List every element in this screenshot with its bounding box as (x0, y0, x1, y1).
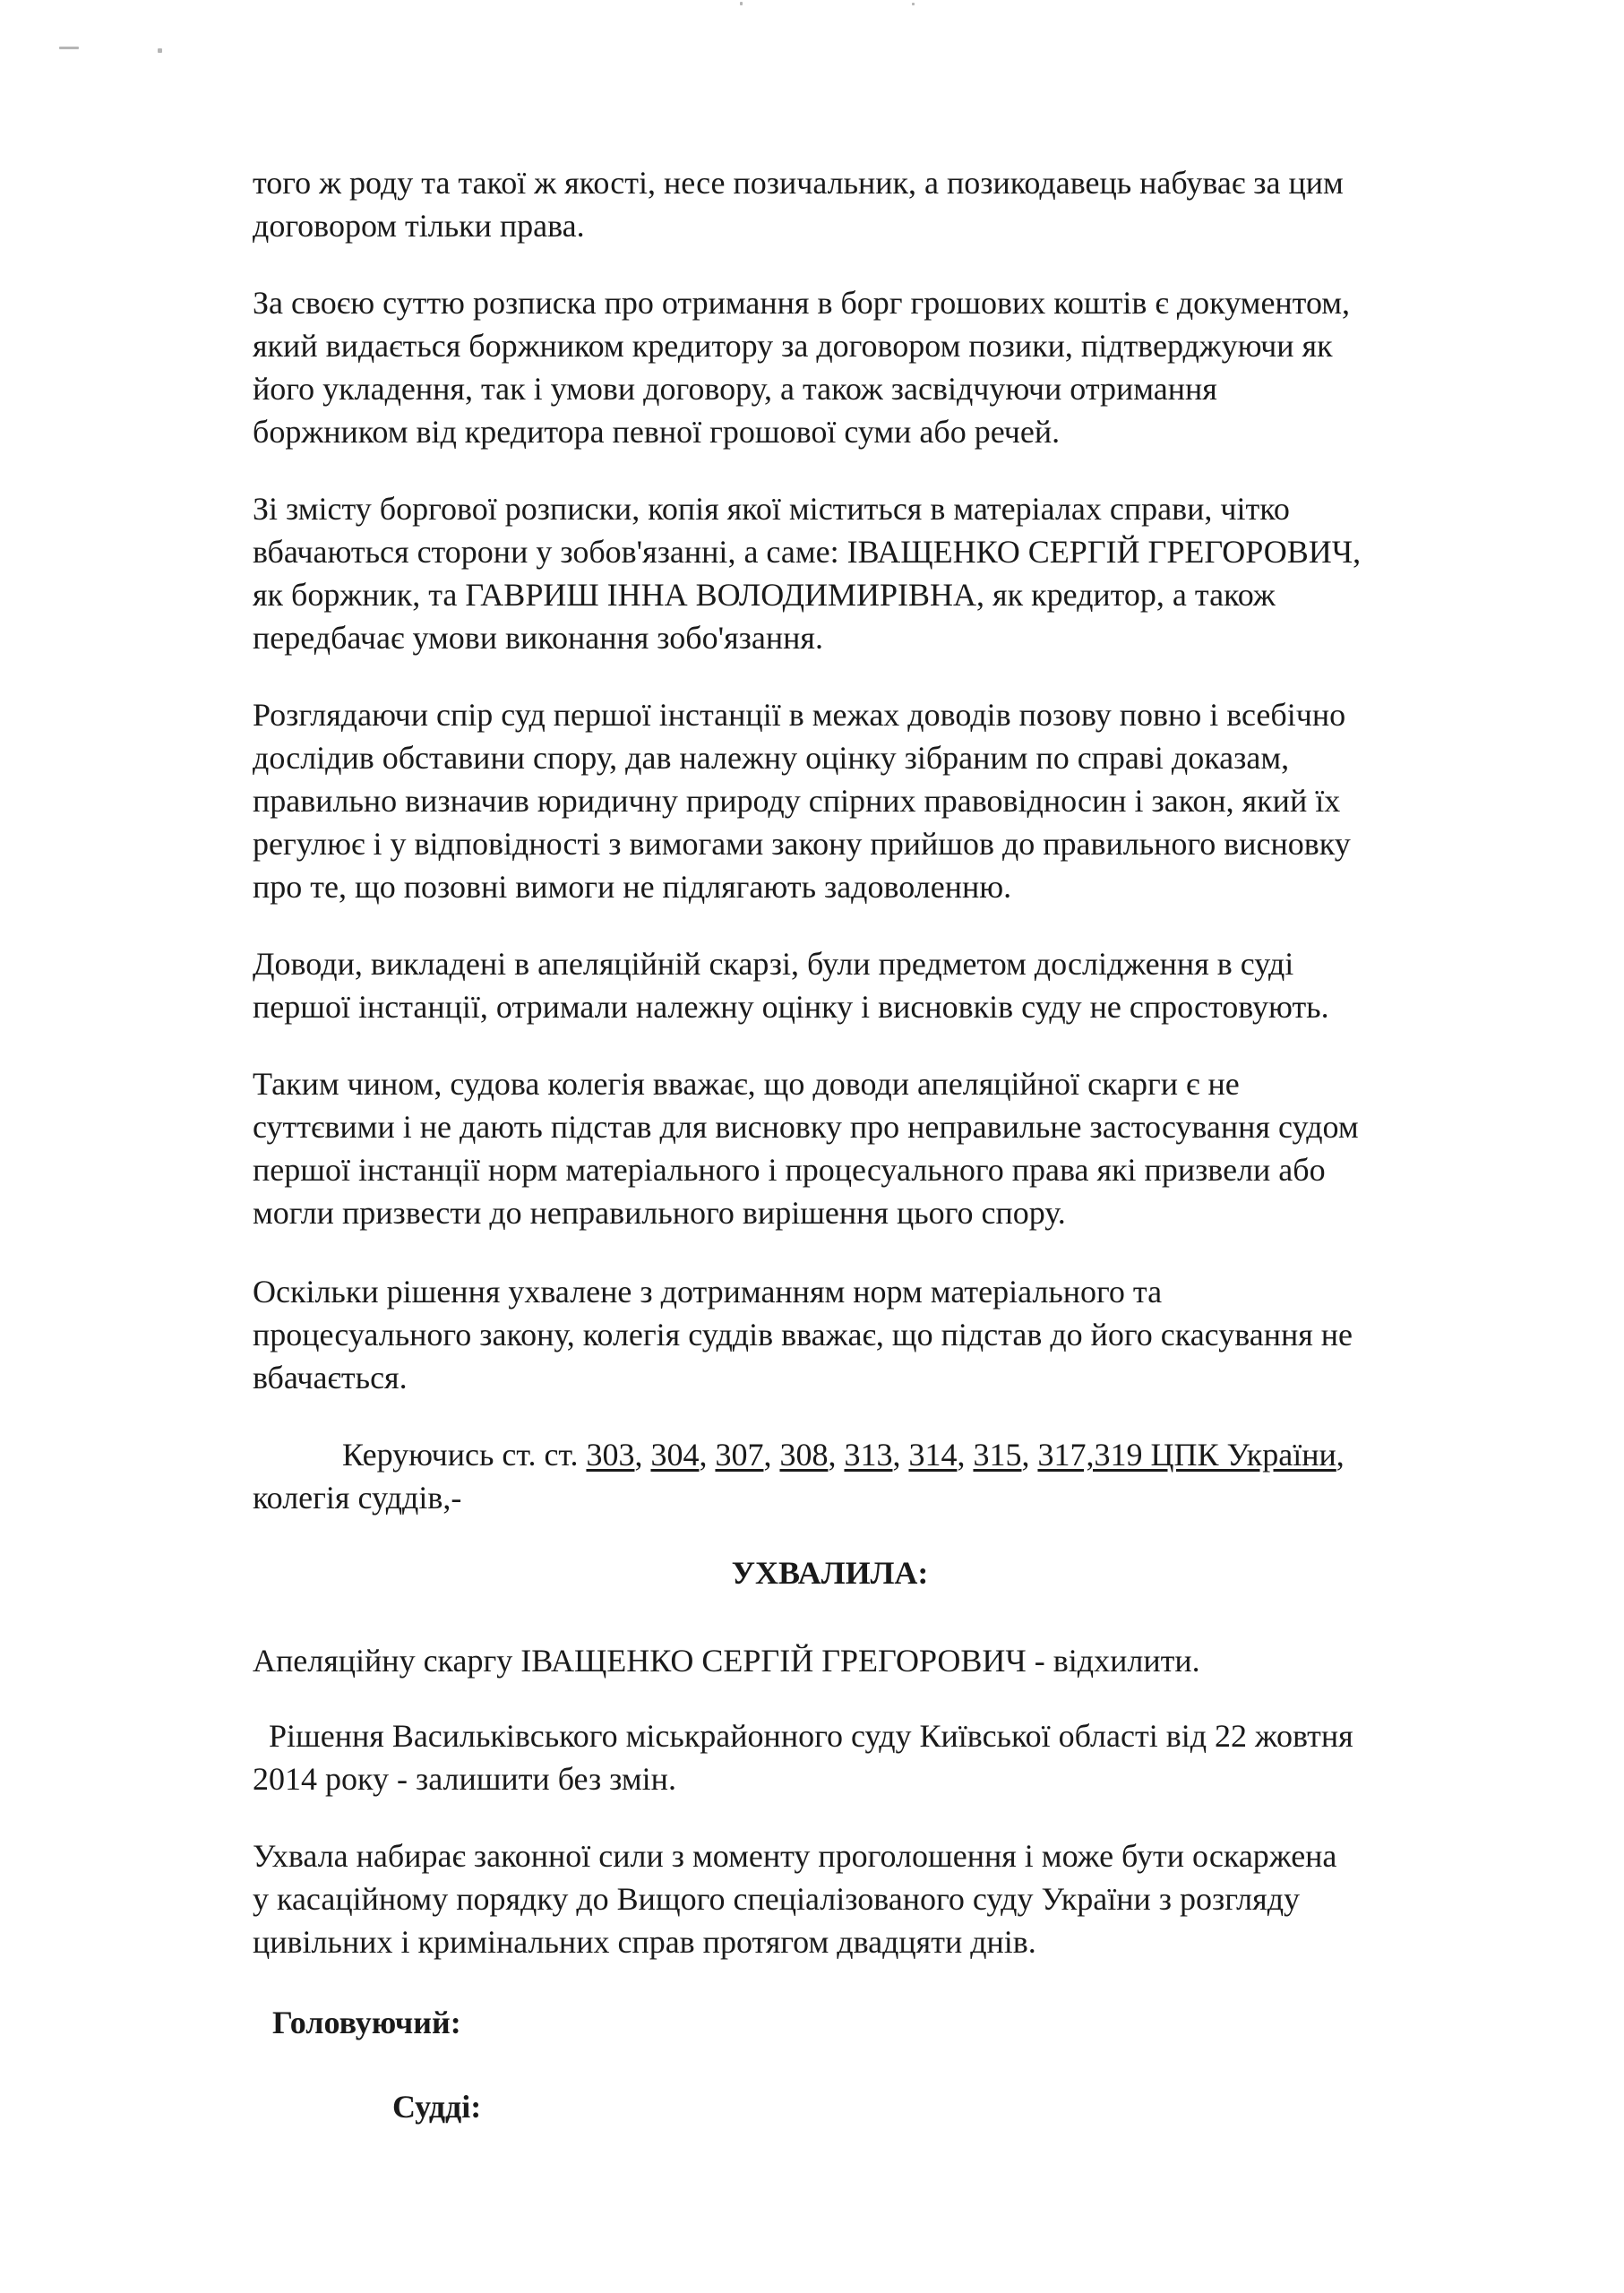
paragraph-appeal-arguments (253, 942, 1525, 1028)
guided-by-suffix: , (1336, 1437, 1345, 1473)
scan-speck (912, 3, 915, 5)
text-line: який видається боржником кредитору за договором позики, підтверджуючи як (253, 328, 1333, 364)
ruling-heading: УХВАЛИЛА: (731, 1555, 929, 1591)
text-line: вбачається. (253, 1360, 408, 1396)
text-line: першої інстанції, отримали належну оцінку і висновків суду не спростовують. (253, 989, 1329, 1025)
paragraph-receipt-essence (253, 281, 1525, 453)
text-line: Рішення Васильківського міськрайонного суду Київської області від 22 жовтня (269, 1718, 1353, 1754)
paragraph-decision-lawful (253, 1270, 1525, 1399)
text-line: боржником від кредитора певної грошової суми або речей. (253, 414, 1061, 450)
article-link[interactable]: 304 (650, 1437, 700, 1473)
presiding-judge-label: Головуючий: (272, 2005, 461, 2040)
guided-by-prefix: Керуючись ст. ст. (342, 1437, 587, 1473)
text-line: Зі змісту боргової розписки, копія якої міститься в матеріалах справи, чітко (253, 491, 1290, 527)
text-line: регулює і у відповідності з вимогами закону прийшов до правильного висновку (253, 826, 1351, 862)
scan-speck (158, 48, 162, 53)
article-link[interactable]: 315 (973, 1437, 1022, 1473)
text-line: передбачає умови виконання зобо'язання. (253, 620, 823, 656)
judges-label: Судді: (392, 2089, 482, 2125)
text-line: Апеляційну скаргу ІВАЩЕНКО СЕРГІЙ ГРЕГОРОВИЧ - відхилити. (253, 1643, 1200, 1679)
ruling-appeal-rejected (253, 1639, 1525, 1682)
ruling-decision-upheld (253, 1714, 1525, 1800)
article-link[interactable]: 307 (715, 1437, 764, 1473)
text-line: у касаційному порядку до Вищого спеціалізованого суду України з розгляду (253, 1881, 1301, 1917)
text-line: як боржник, та ГАВРИШ ІННА ВОЛОДИМИРІВНА, як кредитор, а також (253, 577, 1276, 613)
text-line: цивільних і кримінальних справ протягом двадцяти днів. (253, 1924, 1036, 1960)
scan-speck (740, 2, 743, 5)
text-line: могли призвести до неправильного вирішення цього спору. (253, 1195, 1066, 1231)
text-line: 2014 року - залишити без змін. (253, 1761, 676, 1797)
text-line: Розглядаючи спір суд першої інстанції в межах доводів позову повно і всебічно (253, 697, 1346, 733)
article-link[interactable]: 317,319 ЦПК України (1037, 1437, 1336, 1473)
text-line: його укладення, так і умови договору, а також засвідчуючи отримання (253, 371, 1217, 407)
article-link[interactable]: 314 (908, 1437, 958, 1473)
paragraph-loan-obligation (253, 161, 1525, 247)
text-line: суттєвими і не дають підстав для висновку про неправильне застосування судом (253, 1109, 1359, 1145)
text-line: Оскільки рішення ухвалене з дотриманням норм матеріального та (253, 1274, 1163, 1310)
text-line: першої інстанції норм матеріального і процесуального права які призвели або (253, 1152, 1326, 1188)
text-line: колегія суддів,- (253, 1480, 462, 1516)
text-line: договором тільки права. (253, 208, 585, 244)
text-line: дослідив обставини спору, дав належну оцінку зібраним по справі доказам, (253, 740, 1290, 776)
article-link[interactable]: 308 (779, 1437, 829, 1473)
text-line: За своєю суттю розписка про отримання в борг грошових коштів є документом, (253, 285, 1351, 321)
text-line: того ж роду та такої ж якості, несе позичальник, а позикодавець набуває за цим (253, 165, 1344, 201)
text-line: Доводи, викладені в апеляційній скарзі, були предметом дослідження в суді (253, 946, 1294, 982)
text-line: Таким чином, судова колегія вважає, що доводи апеляційної скарги є не (253, 1066, 1240, 1102)
text-line: Керуючись ст. ст. 303, 304, 307, 308, 313, 314, 315, 317,319 ЦПК України, (342, 1437, 1345, 1473)
paragraph-debt-receipt-parties (253, 487, 1525, 659)
ruling-entry-into-force (253, 1834, 1525, 1963)
article-link[interactable]: 303 (586, 1437, 635, 1473)
paragraph-guided-by-articles (253, 1433, 1525, 1519)
text-line: вбачаються сторони у зобов'язанні, а саме: ІВАЩЕНКО СЕРГІЙ ГРЕГОРОВИЧ, (253, 534, 1362, 570)
paragraph-first-instance-review (253, 693, 1525, 908)
text-line: Ухвала набирає законної сили з моменту проголошення і може бути оскаржена (253, 1838, 1337, 1874)
scan-speck (59, 47, 79, 49)
paragraph-panel-conclusion (253, 1062, 1525, 1234)
article-link[interactable]: 313 (844, 1437, 893, 1473)
text-line: процесуального закону, колегія суддів вважає, що підстав до його скасування не (253, 1317, 1353, 1353)
text-line: правильно визначив юридичну природу спірних правовідносин і закон, який їх (253, 783, 1341, 819)
text-line: про те, що позовні вимоги не підлягають задоволенню. (253, 869, 1012, 905)
